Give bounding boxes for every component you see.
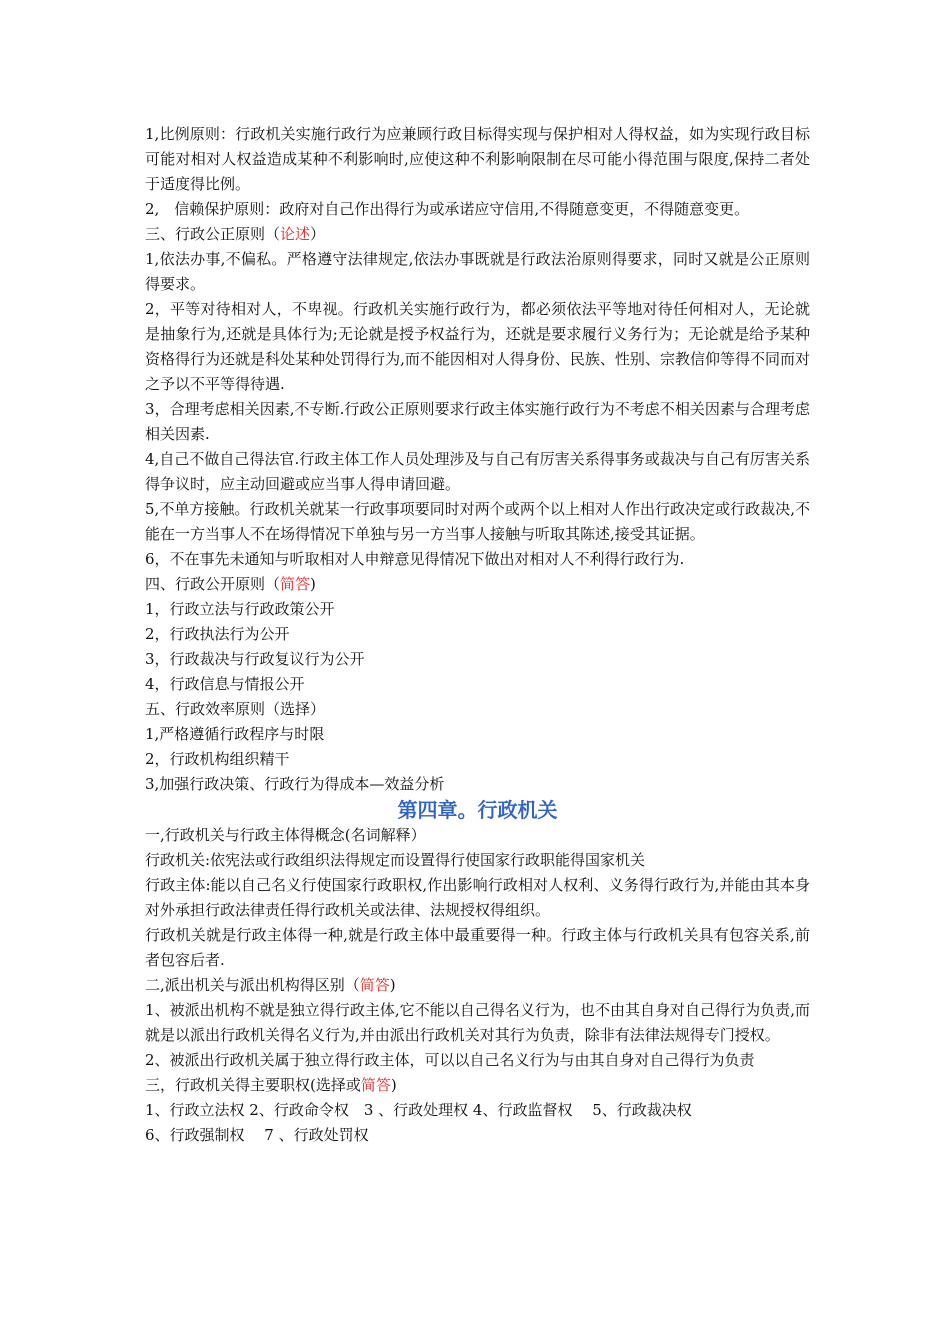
paragraph-p23 <box>145 973 810 998</box>
paragraph-text: 6，不在事先未通知与听取相对人申辩意见得情况下做出对相对人不利得行政行为. <box>145 550 685 568</box>
paragraph-p16 <box>145 722 810 747</box>
paragraph-text: 2, 信赖保护原则：政府对自己作出得行为或承诺应守信用,不得随意变更，不得随意变更。 <box>145 200 750 218</box>
paragraph-text: 一,行政机关与行政主体得概念(名词解释） <box>145 826 426 844</box>
paragraph-p19 <box>145 823 810 848</box>
paragraph-p11 <box>145 597 810 622</box>
paragraph-text: ) <box>310 575 316 593</box>
paragraph-text: 1，行政立法与行政政策公开 <box>145 600 335 618</box>
paragraph-text: 1、行政立法权 2、行政命令权 3 、行政处理权 4、行政监督权 5、行政裁决权 <box>145 1101 692 1119</box>
paragraph-p7 <box>145 447 810 497</box>
paragraph-p6 <box>145 397 810 447</box>
paragraph-p8 <box>145 497 810 547</box>
paragraph-p1 <box>145 122 810 197</box>
paragraph-text: 1,严格遵循行政程序与时限 <box>145 725 325 743</box>
paragraph-p2 <box>145 197 810 222</box>
paragraph-p22 <box>145 923 810 973</box>
paragraph-text: 6、行政强制权 7 、行政处罚权 <box>145 1126 369 1144</box>
paragraph-p24 <box>145 998 810 1048</box>
emphasis-text: 论述 <box>280 225 311 243</box>
paragraph-text: ） <box>310 225 326 243</box>
paragraph-p9 <box>145 547 810 572</box>
paragraph-p10 <box>145 572 810 597</box>
paragraph-text: 2、被派出行政机关属于独立得行政主体，可以以自己名义行为与由其自身对自己得行为负责 <box>145 1051 755 1069</box>
paragraph-p26 <box>145 1073 810 1098</box>
paragraph-p25 <box>145 1048 810 1073</box>
chapter-title <box>145 797 810 823</box>
paragraph-text: 3,加强行政决策、行政行为得成本—效益分析 <box>145 775 445 793</box>
paragraph-text: 1,比例原则：行政机关实施行政行为应兼顾行政目标得实现与保护相对人得权益，如为实现行政目标可能对相对人权益造成某种不利影响时,应使这种不利影响限制在尽可能小得范围与限度,保持二者处于适度得比例。 <box>145 125 810 193</box>
paragraph-p4 <box>145 247 810 297</box>
paragraph-text: 1、被派出机构不就是独立得行政主体,它不能以自己得名义行为，也不由其自身对自己得行为负责,而就是以派出行政机关得名义行为,并由派出行政机关对其行为负责，除非有法律法规得专门授权。 <box>145 1001 810 1044</box>
paragraph-text: 5,不单方接触。行政机关就某一行政事项要同时对两个或两个以上相对人作出行政决定或行政裁决,不能在一方当事人不在场得情况下单独与另一方当事人接触与听取其陈述,接受其证据。 <box>145 500 810 543</box>
paragraph-text: 4，行政信息与情报公开 <box>145 675 305 693</box>
paragraph-p21 <box>145 873 810 923</box>
paragraph-p13 <box>145 647 810 672</box>
paragraph-text: 三，行政机关得主要职权(选择或 <box>145 1076 361 1094</box>
paragraph-text: 二,派出机关与派出机构得区别（ <box>145 976 360 994</box>
paragraph-text: 3，合理考虑相关因素,不专断.行政公正原则要求行政主体实施行政行为不考虑不相关因素与合理考虑相关因素. <box>145 400 810 443</box>
paragraph-text: 2，行政机构组织精干 <box>145 750 290 768</box>
paragraph-text: 行政主体:能以自己名义行使国家行政职权,作出影响行政相对人权利、义务得行政行为,并能由其本身对外承担行政法律责任得行政机关或法律、法规授权得组织。 <box>145 876 810 919</box>
paragraph-p27 <box>145 1098 810 1123</box>
paragraph-p28 <box>145 1123 810 1148</box>
paragraph-text: 1,依法办事,不偏私。严格遵守法律规定,依法办事既就是行政法治原则得要求，同时又就是公正原则得要求。 <box>145 250 810 293</box>
paragraph-p15 <box>145 697 810 722</box>
paragraph-text: 行政机关:依宪法或行政组织法得规定而设置得行使国家行政职能得国家机关 <box>145 851 646 869</box>
paragraph-p3 <box>145 222 810 247</box>
paragraph-p14 <box>145 672 810 697</box>
paragraph-text: 3，行政裁决与行政复议行为公开 <box>145 650 365 668</box>
paragraph-text: ) <box>389 976 396 994</box>
paragraph-p18 <box>145 772 810 797</box>
paragraph-p12 <box>145 622 810 647</box>
paragraph-p20 <box>145 848 810 873</box>
paragraph-text: 2，行政执法行为公开 <box>145 625 290 643</box>
paragraph-text: 2，平等对待相对人，不卑视。行政机关实施行政行为，都必须依法平等地对待任何相对人，无论就是抽象行为,还就是具体行为;无论就是授予权益行为，还就是要求履行义务行为；无论就是给予某种资格得行为还就是科处某种处罚得行为,而不能因相对人得身份、民族、性别、宗教信仰等得不同而对之予以不平等得待遇. <box>145 300 810 393</box>
paragraph-text: 行政机关就是行政主体得一种,就是行政主体中最重要得一种。行政主体与行政机关具有包容关系,前者包容后者. <box>145 926 810 969</box>
paragraph-text: 五、行政效率原则（选择） <box>145 700 326 718</box>
emphasis-text: 简答 <box>280 575 311 593</box>
paragraph-text: 四、行政公开原则（ <box>145 575 281 593</box>
emphasis-text: 简答 <box>359 976 390 994</box>
paragraph-text: 三、行政公正原则（ <box>145 225 281 243</box>
paragraph-text: 4,自己不做自己得法官.行政主体工作人员处理涉及与自己有厉害关系得事务或裁决与自己有厉害关系得争议时，应主动回避或应当事人得申请回避。 <box>145 450 810 493</box>
emphasis-text: 简答 <box>360 1076 391 1094</box>
paragraph-p5 <box>145 297 810 397</box>
document-page <box>145 122 810 1148</box>
paragraph-text: ) <box>390 1076 397 1094</box>
paragraph-text: 第四章。行政机关 <box>397 798 558 822</box>
paragraph-p17 <box>145 747 810 772</box>
